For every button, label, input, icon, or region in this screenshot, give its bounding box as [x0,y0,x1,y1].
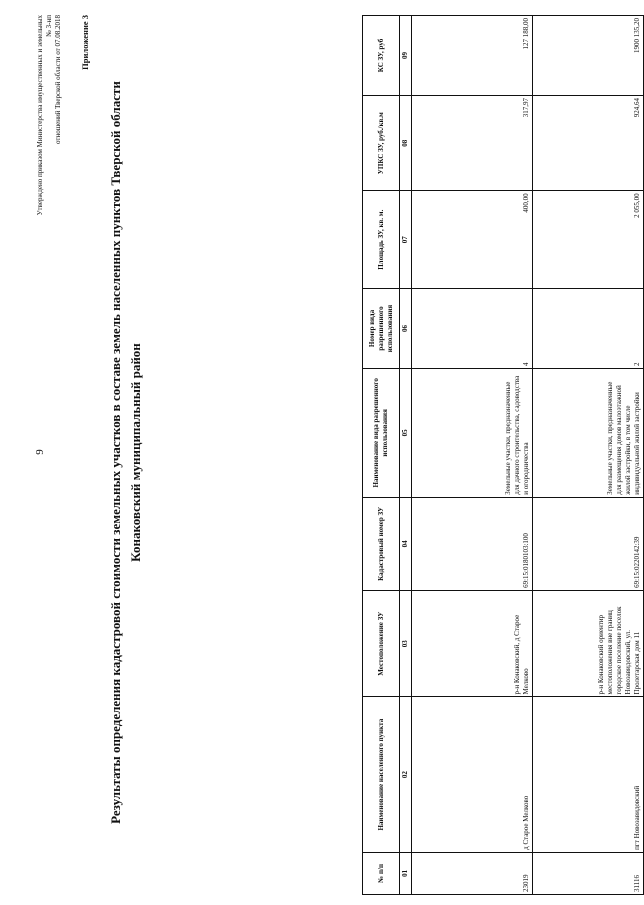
approval-note [36,15,63,305]
table-cell: 31116 [533,852,644,894]
column-header: Местоположение ЗУ [363,590,400,697]
table-cell: 4 [412,289,533,369]
column-number: 08 [400,95,412,190]
column-header: КС ЗУ, руб [363,16,400,96]
column-number: 01 [400,852,412,894]
column-number-row [400,16,412,895]
table-cell: 69:15:0180103:100 [412,497,533,590]
column-header: № п/п [363,852,400,894]
table-cell: 317,97 [412,95,533,190]
table-row [412,16,533,895]
table-row [533,16,644,895]
column-number: 09 [400,16,412,96]
column-number: 04 [400,497,412,590]
cadastral-table [362,15,644,895]
column-header: Кадастровый номер ЗУ [363,497,400,590]
table-cell: 2 055,00 [533,191,644,289]
table-cell: 1900 135,20 [533,16,644,96]
table-cell: Земельные участки, предназначенные для размещения домов малоэтажной жилой застройки, в том числе индивидуальной жилой застройки [533,368,644,497]
table-cell: 127 188,00 [412,16,533,96]
table-cell: 924,64 [533,95,644,190]
table-cell: 69:15:0220142:39 [533,497,644,590]
column-header: Наименование населенного пункта [363,697,400,852]
column-number: 07 [400,191,412,289]
column-header: Наименование вида разрешенного использования [363,368,400,497]
header-row [363,16,400,895]
column-number: 02 [400,697,412,852]
approval-line-2: № 3-нп [45,15,53,37]
district-subtitle: Конаковский муниципальный район [128,343,143,562]
column-number: 06 [400,289,412,369]
table-cell: Земельные участки, предназначенные для дачного строительства, садоводства и огородничества [412,368,533,497]
table-cell: 23019 [412,852,533,894]
column-number: 05 [400,368,412,497]
table-cell: р-н Конаковский, д Старое Мелково [412,590,533,697]
column-header: УПКС ЗУ, руб./кв.м [363,95,400,190]
document-title: Результаты определения кадастровой стоимости земельных участков в составе земель населенных пунктов Тверской области [108,81,123,824]
table-cell: пгт Новозавидовский [533,697,644,852]
table-cell: 2 [533,289,644,369]
column-header: Площадь ЗУ, кв. м. [363,191,400,289]
table-cell: р-н Конаковский ориентир местоположения вне границ городское поселение поселок Новозавидовский, ул. Пролетарская дом 11 [533,590,644,697]
page-number: 9 [34,449,46,455]
approval-line-3: отношений Тверской области от 07.08.2018 [54,15,62,145]
table-cell: д Старое Мелково [412,697,533,852]
appendix-label: Приложение 3 [80,15,90,70]
approval-line-1: Утверждено приказом Министерства имущественных и земельных [36,15,44,216]
table-cell: 400,00 [412,191,533,289]
column-header: Номер вида разрешенного использования [363,289,400,369]
column-number: 03 [400,590,412,697]
